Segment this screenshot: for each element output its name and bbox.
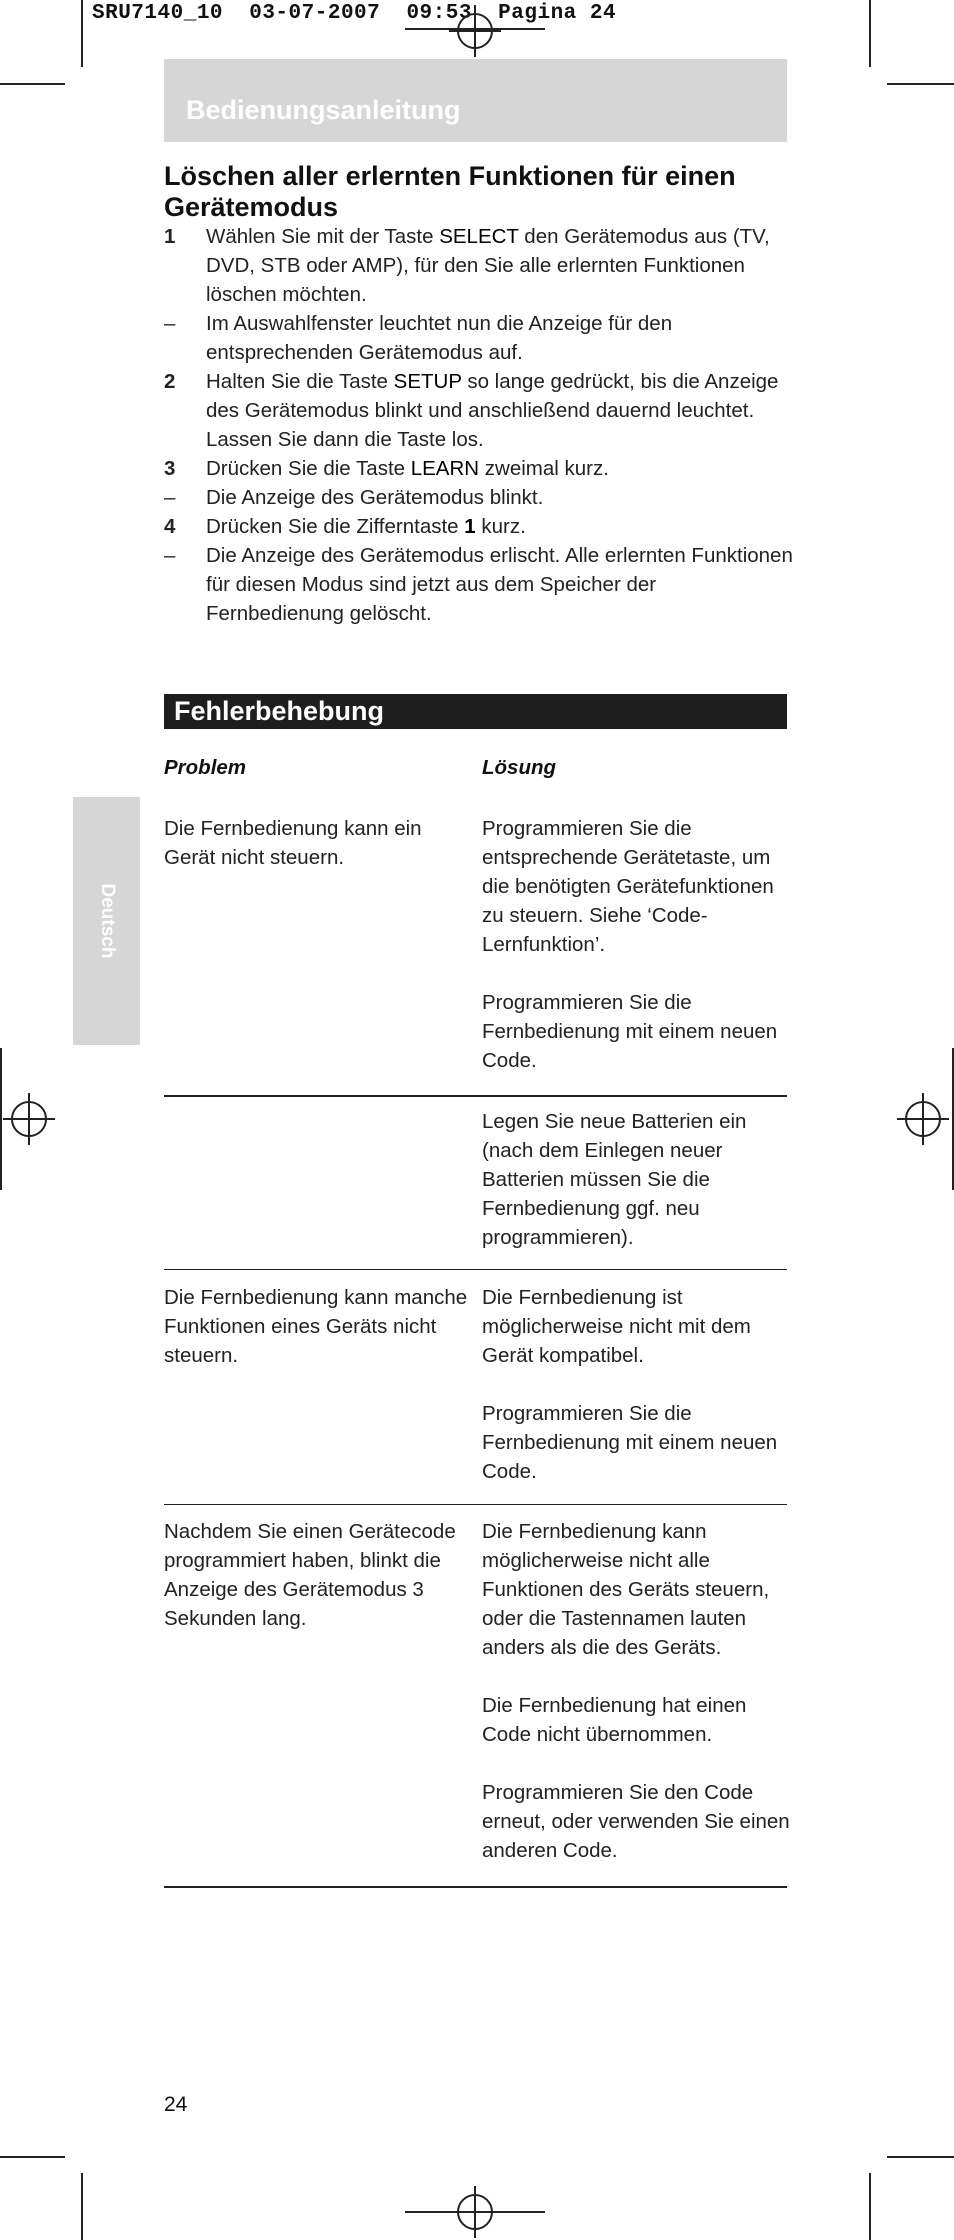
step-text: Die Anzeige des Gerätemodus erlischt. Alle erlernten Funktionen für diesen Modus sind jetzt aus dem Speicher der Fernbedienung gelöscht. [206, 544, 793, 625]
solution-text: Die Fernbedienung kann möglicherweise nicht alle Funktionen des Geräts steuern, oder die Tastennamen lauten anders als die des Geräts. [482, 1520, 770, 1659]
solution-text: Die Fernbedienung ist möglicherweise nicht mit dem Gerät kompatibel. [482, 1286, 751, 1367]
column-header-solution: Lösung [482, 756, 557, 779]
step-text: so lange gedrückt, bis die Anzeige des Gerätemodus blinkt und anschließend dauernd leuchtet. Lassen Sie dann die Taste los. [206, 370, 779, 451]
solution-text: Legen Sie neue Batterien ein (nach dem Einlegen neuer Batterien müssen Sie die Fernbedienung ggf. neu programmieren). [482, 1110, 747, 1249]
manual-header-title: Bedienungsanleitung [186, 95, 461, 125]
registration-mark-icon [449, 5, 501, 57]
language-side-tab [73, 797, 140, 1045]
table-cell-solution [482, 1517, 792, 1865]
solution-text: Programmieren Sie den Code erneut, oder verwenden Sie einen anderen Code. [482, 1781, 790, 1862]
step-item [164, 541, 794, 628]
crop-mark [81, 0, 83, 67]
column-header-problem: Problem [164, 756, 247, 779]
step-text: Drücken Sie die Taste [206, 457, 411, 480]
step-marker: – [164, 544, 176, 567]
step-item [164, 309, 794, 367]
solution-text: Programmieren Sie die entsprechende Gerätetaste, um die benötigten Gerätefunktionen zu steuern. Siehe ‘Code-Lernfunktion’. [482, 817, 774, 956]
table-cell-solution [482, 814, 792, 1075]
table-cell-problem [164, 814, 474, 872]
crop-mark [0, 83, 65, 85]
step-text: den Gerätemodus aus (TV, DVD, STB oder AMP), für den Sie alle erlernten Funktionen löschen möchten. [206, 225, 770, 306]
table-cell-solution [482, 1107, 792, 1252]
problem-text: Die Fernbedienung kann manche Funktionen eines Geräts nicht steuern. [164, 1286, 468, 1367]
crop-mark [81, 2173, 83, 2240]
row-divider [164, 1095, 787, 1097]
step-item [164, 512, 794, 541]
problem-text: Nachdem Sie einen Gerätecode programmiert haben, blinkt die Anzeige des Gerätemodus 3 Sekunden lang. [164, 1520, 456, 1630]
crop-mark [869, 0, 871, 67]
row-divider [164, 1269, 787, 1270]
step-marker: 2 [164, 370, 176, 393]
step-marker: 3 [164, 457, 176, 480]
solution-text: Programmieren Sie die Fernbedienung mit einem neuen Code. [482, 1402, 778, 1483]
step-text: Im Auswahlfenster leuchtet nun die Anzeige für den entsprechenden Gerätemodus auf. [206, 312, 673, 364]
page-number: 24 [164, 2093, 188, 2116]
language-side-tab-label: Deutsch [96, 883, 118, 959]
manual-header-bar [164, 59, 787, 142]
row-divider [164, 1504, 787, 1505]
troubleshooting-title: Fehlerbehebung [174, 696, 385, 726]
step-item [164, 483, 794, 512]
print-slug: SRU7140_10 03-07-2007 09:53 Pagina 24 [92, 2, 617, 25]
crop-mark [887, 83, 954, 85]
step-key: LEARN [410, 457, 480, 480]
crop-mark [0, 2156, 65, 2158]
crop-mark [869, 2173, 871, 2240]
step-item [164, 454, 794, 483]
problem-text: Die Fernbedienung kann ein Gerät nicht steuern. [164, 817, 422, 869]
table-bottom-rule [164, 1886, 787, 1888]
step-marker: 1 [164, 225, 176, 248]
step-text: Halten Sie die Taste [206, 370, 394, 393]
troubleshooting-title-bar [164, 694, 787, 729]
step-text: Die Anzeige des Gerätemodus blinkt. [206, 486, 544, 509]
step-marker: – [164, 312, 176, 335]
step-key: 1 [464, 515, 476, 538]
table-cell-problem [164, 1517, 474, 1633]
table-cell-problem [164, 1283, 474, 1370]
step-text: zweimal kurz. [479, 457, 609, 480]
step-item [164, 367, 794, 454]
step-item [164, 222, 794, 309]
registration-mark-icon [897, 1093, 949, 1145]
step-text: Drücken Sie die Zifferntaste [206, 515, 465, 538]
crop-mark [887, 2156, 954, 2158]
step-key: SELECT [439, 225, 519, 248]
step-marker: – [164, 486, 176, 509]
step-marker: 4 [164, 515, 176, 538]
table-cell-solution [482, 1283, 792, 1486]
step-list [164, 222, 794, 628]
registration-mark-icon [3, 1093, 55, 1145]
step-text: Wählen Sie mit der Taste [206, 225, 440, 248]
section-title-delete: Löschen aller erlernten Funktionen für einen Gerätemodus [164, 161, 736, 222]
solution-text: Die Fernbedienung hat einen Code nicht übernommen. [482, 1694, 747, 1746]
solution-text: Programmieren Sie die Fernbedienung mit einem neuen Code. [482, 991, 778, 1072]
step-key: SETUP [393, 370, 462, 393]
crop-mark [0, 1048, 2, 1190]
registration-mark-icon [449, 2186, 501, 2238]
step-text: kurz. [475, 515, 526, 538]
